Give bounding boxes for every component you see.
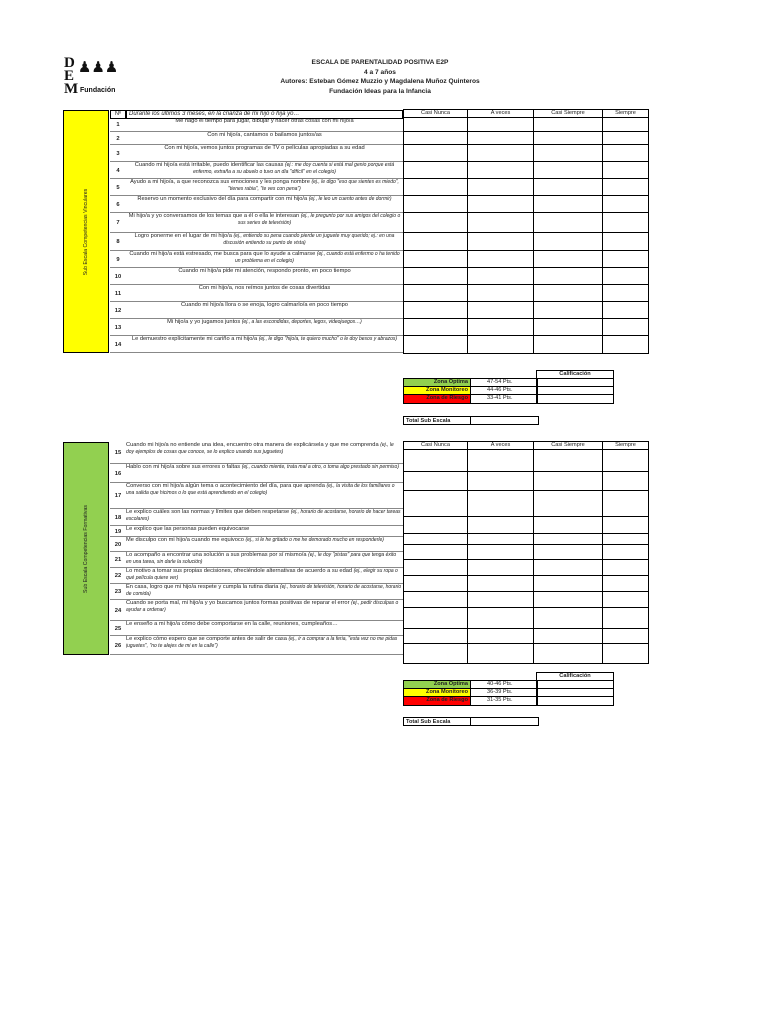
total-label: Total Sub Escala: [404, 718, 471, 725]
response-cell[interactable]: [404, 268, 468, 284]
question-text: [126, 213, 403, 233]
zone-optima-points: 40-46 Pts.: [487, 681, 513, 687]
response-cell[interactable]: [603, 336, 648, 353]
response-cell[interactable]: [603, 491, 648, 516]
response-cell[interactable]: [534, 268, 603, 284]
section1-zones: [403, 378, 538, 404]
question-text: [126, 319, 403, 336]
zone-optima-points: 47-54 Pts.: [487, 379, 513, 385]
question-number: 23: [114, 589, 122, 595]
response-cell[interactable]: [404, 251, 468, 267]
question-text: [126, 464, 403, 483]
response-cell[interactable]: [468, 592, 534, 607]
question-statement: Ayudo a mi hijo/a, a que reconozca sus emociones y les ponga nombre: [130, 179, 312, 185]
question-text: [126, 196, 403, 213]
fundacion-logo: [62, 56, 124, 98]
response-row: [404, 450, 648, 472]
section1-total: [403, 416, 539, 425]
score-cell[interactable]: [537, 697, 613, 705]
question-number: 2: [116, 135, 120, 142]
response-cell[interactable]: [468, 517, 534, 533]
question-text: [126, 442, 403, 464]
response-cell[interactable]: [603, 162, 648, 178]
number-column-header: Nº: [110, 110, 126, 119]
zone-row: [404, 379, 537, 387]
question-number: 3: [116, 150, 120, 157]
question-example: (ej., la visita de los familiares o una salida que hicimos o lo que está aprendiendo en el colegio): [126, 483, 395, 496]
question-example: (ej., cuando está enfermo o ha tenido un problema en el colegio): [235, 251, 400, 264]
question-example: (ej., le pregunto por sus amigos del colegio o sus series de televisión): [237, 213, 401, 226]
zone-riesgo-label: Zona de Riesgo: [404, 697, 471, 705]
question-statement: Le explico cómo espero que se comporte antes de salir de casa: [126, 636, 289, 642]
zone-monitoreo-points: 36-39 Pts.: [487, 689, 513, 695]
response-row: [404, 560, 648, 576]
question-text: [126, 145, 403, 162]
response-cell[interactable]: [603, 196, 648, 212]
section1-response-grid: [403, 109, 649, 354]
question-number: 20: [114, 541, 122, 548]
question-example: (ej., si le he gritado o me he demorado mucho en responderle): [245, 537, 384, 543]
response-cell[interactable]: [468, 629, 534, 643]
response-cell[interactable]: [468, 213, 534, 232]
response-cell[interactable]: [404, 132, 468, 144]
question-number: 25: [114, 625, 122, 632]
question-statement: Cuando mi hijo/a está estresado, me busca para que lo ayude a calmarse: [129, 251, 317, 257]
grid-header: [404, 110, 648, 118]
response-cell[interactable]: [468, 319, 534, 335]
option-header: Casi Nunca: [404, 442, 468, 449]
question-statement: Me hago el tiempo para jugar, dibujar y hacer otras cosas con mi hijo/a: [175, 118, 354, 124]
total-label: Total Sub Escala: [404, 417, 471, 424]
question-example: (ej., le digo "eso que sientes es miedo", "tienes rabia", "te ves con pena"): [228, 179, 399, 192]
response-cell[interactable]: [404, 491, 468, 516]
response-cell[interactable]: [468, 491, 534, 516]
zone-row: [404, 697, 537, 705]
response-cell[interactable]: [404, 592, 468, 607]
response-cell[interactable]: [534, 196, 603, 212]
response-cell[interactable]: [404, 302, 468, 318]
question-statement: Reservo un momento exclusivo del día para compartir con mi hijo/a: [137, 196, 309, 202]
question-number: 18: [114, 514, 122, 521]
question-text: [126, 285, 403, 302]
response-cell[interactable]: [534, 118, 603, 131]
response-row: [404, 545, 648, 560]
authors: Autores: Esteban Gómez Muzzio y Magdalena Muñoz Quinteros: [280, 78, 480, 86]
response-cell[interactable]: [468, 162, 534, 178]
response-cell[interactable]: [404, 118, 468, 131]
response-cell[interactable]: [603, 592, 648, 607]
question-example: (ej., a las escondidas, deportes, legos, videojuegos…): [241, 319, 362, 325]
question-statement: Lo acompaño a encontrar una solución a sus problemas por sí mismo/a: [126, 552, 309, 558]
question-number: 5: [116, 184, 120, 191]
response-cell[interactable]: [468, 285, 534, 301]
response-cell[interactable]: [404, 179, 468, 195]
question-number: 4: [116, 167, 120, 174]
option-header: Casi Siempre: [534, 110, 603, 117]
calificacion-header: Calificación: [536, 370, 614, 379]
question-number: 19: [114, 528, 122, 535]
row-divider: [110, 654, 403, 655]
zone-row: [404, 395, 537, 403]
response-cell[interactable]: [404, 196, 468, 212]
logo-figures-icon: ♟♟♟: [78, 58, 119, 76]
section2-response-grid: [403, 441, 649, 664]
response-cell[interactable]: [534, 472, 603, 490]
option-header: Casi Siempre: [534, 442, 603, 449]
question-text: [126, 636, 403, 655]
response-cell[interactable]: [534, 450, 603, 471]
response-row: [404, 472, 648, 491]
response-row: [404, 162, 648, 179]
response-cell[interactable]: [534, 534, 603, 544]
response-row: [404, 302, 648, 319]
question-text: [126, 509, 403, 526]
response-row: [404, 251, 648, 268]
section2-zones: [403, 680, 538, 706]
question-statement: Cuando mi hijo/a está irritable, puedo identificar las causas: [134, 162, 285, 168]
response-cell[interactable]: [404, 233, 468, 250]
response-cell[interactable]: [404, 545, 468, 559]
response-cell[interactable]: [468, 534, 534, 544]
response-cell[interactable]: [534, 491, 603, 516]
section2-sidebar: [63, 442, 109, 655]
response-cell[interactable]: [603, 132, 648, 144]
response-cell[interactable]: [468, 196, 534, 212]
response-row: [404, 592, 648, 608]
question-text: [126, 552, 403, 568]
section1-sidebar-label: Sub Escala Competencias Vinculares: [83, 188, 89, 275]
response-row: [404, 213, 648, 233]
response-row: [404, 517, 648, 534]
question-statement: Mi hijo/a y yo conversamos de los temas que a él o ella le interesan: [128, 213, 301, 219]
question-example: (ej., pedir disculpas o ayudar a ordenar): [126, 600, 399, 613]
response-cell[interactable]: [534, 251, 603, 267]
response-row: [404, 132, 648, 145]
option-header: A veces: [468, 442, 534, 449]
response-cell[interactable]: [468, 145, 534, 161]
zone-row: [404, 681, 537, 689]
zone-monitoreo-label: Zona Monitoreo: [404, 387, 471, 394]
question-statement: Cuando mi hijo/a no entiende una idea, encuentro otra manera de explicársela y que me comprenda: [126, 442, 381, 448]
section2-score-cells: [536, 680, 614, 706]
zone-row: [404, 387, 537, 395]
response-cell[interactable]: [534, 179, 603, 195]
response-row: [404, 179, 648, 196]
question-text: [126, 600, 403, 621]
option-header: Casi Nunca: [404, 110, 468, 117]
response-row: [404, 268, 648, 285]
response-cell[interactable]: [468, 450, 534, 471]
response-cell[interactable]: [534, 145, 603, 161]
response-cell[interactable]: [404, 319, 468, 335]
section2-sidebar-label: Sub Escala Competencias Formativas: [83, 504, 89, 593]
response-cell[interactable]: [534, 336, 603, 353]
response-cell[interactable]: [468, 251, 534, 267]
response-cell[interactable]: [404, 576, 468, 591]
age-range: 4 a 7 años: [364, 68, 396, 76]
question-statement: Le enseño a mi hijo/a cómo debe comportarse en la calle, reuniones, cumpleaños…: [126, 621, 338, 627]
response-row: [404, 285, 648, 302]
response-cell[interactable]: [534, 302, 603, 318]
logo-letter-m: M: [64, 81, 79, 97]
total-value-cell[interactable]: [471, 718, 538, 725]
response-cell[interactable]: [468, 608, 534, 628]
response-cell[interactable]: [404, 608, 468, 628]
response-cell[interactable]: [534, 319, 603, 335]
response-cell[interactable]: [603, 179, 648, 195]
response-cell[interactable]: [534, 162, 603, 178]
question-text: [126, 233, 403, 251]
score-cell[interactable]: [537, 387, 613, 395]
response-cell[interactable]: [603, 472, 648, 490]
response-cell[interactable]: [534, 132, 603, 144]
question-header: Durante los últimos 3 meses, en la crianza de mi hijo o hija yo…: [126, 110, 403, 119]
response-cell[interactable]: [603, 560, 648, 575]
question-number: 7: [116, 220, 120, 226]
response-cell[interactable]: [603, 450, 648, 471]
response-cell[interactable]: [404, 213, 468, 232]
question-text: [126, 621, 403, 636]
question-example: (ej., horario de televisión, horario de acostarse, horario de comida): [126, 584, 402, 597]
response-cell[interactable]: [603, 145, 648, 161]
response-cell[interactable]: [534, 560, 603, 575]
response-row: [404, 608, 648, 629]
question-statement: Hablo con mi hijo/a sobre sus errores o faltas: [126, 464, 242, 470]
question-text: [126, 568, 403, 584]
question-text: [126, 118, 403, 132]
question-statement: Cuando mi hijo/a pide mi atención, respondo pronto, en poco tiempo: [178, 268, 351, 274]
question-text: [126, 584, 403, 600]
question-statement: Le demuestro explícitamente mi cariño a mi hijo/a: [131, 336, 259, 342]
response-cell[interactable]: [603, 213, 648, 232]
section1-score-cells: [536, 378, 614, 404]
zone-row: [404, 689, 537, 697]
section2-total: [403, 717, 539, 726]
question-number: 24: [114, 607, 122, 614]
document-title: ESCALA DE PARENTALIDAD POSITIVA E2P: [311, 59, 449, 66]
response-cell[interactable]: [534, 576, 603, 591]
question-number: 12: [114, 307, 122, 314]
response-cell[interactable]: [468, 644, 534, 663]
question-statement: Lo motivo a tomar sus propias decisiones, ofreciéndole alternativas de acuerdo a su edad: [126, 568, 354, 574]
question-example: (ej., le doy "pistas" para que tenga éxito en una tarea, sin darle la solución): [126, 552, 397, 565]
response-cell[interactable]: [468, 132, 534, 144]
response-cell[interactable]: [534, 233, 603, 250]
row-divider: [110, 352, 403, 353]
question-text: [126, 162, 403, 179]
question-number: 1: [116, 122, 120, 128]
zone-riesgo-label: Zona de Riesgo: [404, 395, 471, 403]
section1-sidebar: [63, 110, 109, 353]
response-cell[interactable]: [404, 145, 468, 161]
zone-monitoreo-points: 44-46 Pts.: [487, 387, 513, 393]
response-cell[interactable]: [468, 472, 534, 490]
response-row: [404, 534, 648, 545]
question-example: (ej., le doy ejemplos de cosas que conoce, se lo explico usando sus juguetes): [126, 442, 394, 455]
response-cell[interactable]: [534, 629, 603, 643]
response-cell[interactable]: [404, 285, 468, 301]
question-statement: Con mi hijo/a, nos reímos juntos de cosas divertidas: [198, 285, 331, 291]
response-row: [404, 336, 648, 353]
response-cell[interactable]: [534, 213, 603, 232]
response-cell[interactable]: [468, 233, 534, 250]
question-statement: Le explico cuáles son las normas y límites que deben respetarse: [126, 509, 291, 515]
response-cell[interactable]: [468, 179, 534, 195]
question-number: 13: [114, 324, 122, 331]
document-header: [210, 58, 550, 96]
response-row: [404, 644, 648, 663]
response-cell[interactable]: [603, 629, 648, 643]
response-cell[interactable]: [534, 285, 603, 301]
question-example: (ej., cuando miente, trata mal a otro, o toma algo prestado sin permiso): [241, 464, 400, 470]
response-row: [404, 319, 648, 336]
question-example: (ej., entiendo su pena cuando pierde un juguete muy querido; ej.: en una discusión entiendo su punto de vista): [223, 233, 395, 246]
total-value-cell[interactable]: [471, 417, 538, 424]
response-cell[interactable]: [603, 302, 648, 318]
response-cell[interactable]: [468, 576, 534, 591]
zone-riesgo-points: 31-35 Pts.: [487, 697, 513, 703]
response-cell[interactable]: [404, 472, 468, 490]
response-cell[interactable]: [603, 319, 648, 335]
response-cell[interactable]: [468, 336, 534, 353]
organization: Fundación Ideas para la Infancia: [329, 87, 431, 95]
response-row: [404, 233, 648, 251]
question-statement: Logro ponerme en el lugar de mi hijo/a: [134, 233, 234, 239]
response-row: [404, 576, 648, 592]
response-cell[interactable]: [468, 268, 534, 284]
question-example: (ej., elegir su ropa o qué película quiere ver): [126, 568, 398, 581]
question-text: [126, 251, 403, 268]
response-cell[interactable]: [603, 534, 648, 544]
question-example: (ej., ir a comprar a la feria, "esta vez no me pidas juguetes", "no te alejes de mi en la calle"): [126, 636, 398, 649]
response-cell[interactable]: [603, 576, 648, 591]
question-text: [126, 537, 403, 552]
question-statement: Con mi hijo/a, cantamos o bailamos juntos/as: [207, 132, 322, 138]
response-row: [404, 629, 648, 644]
question-number: 21: [114, 557, 122, 563]
question-statement: Mi hijo/a y yo jugamos juntos: [167, 319, 242, 325]
response-cell[interactable]: [603, 285, 648, 301]
response-cell[interactable]: [404, 162, 468, 178]
response-cell[interactable]: [603, 545, 648, 559]
question-statement: Con mi hijo/a, vemos juntos programas de TV o películas apropiadas a su edad: [164, 145, 365, 151]
logo-letter-e: E: [64, 68, 75, 84]
question-number: 14: [114, 341, 122, 348]
response-cell[interactable]: [404, 450, 468, 471]
question-example: (ej., le leo un cuento antes de dormir): [308, 196, 392, 202]
grid-header: [404, 442, 648, 450]
option-header: Siempre: [615, 110, 636, 116]
question-text: [126, 336, 403, 353]
option-header: A veces: [468, 110, 534, 117]
response-cell[interactable]: [468, 302, 534, 318]
response-cell[interactable]: [603, 644, 648, 663]
question-statement: En casa, logro que mi hijo/a respete y cumpla la rutina diaria: [126, 584, 280, 590]
question-number: 11: [114, 290, 122, 297]
zone-optima-label: Zona Óptima: [404, 681, 471, 688]
score-cell[interactable]: [537, 395, 613, 403]
zone-monitoreo-label: Zona Monitoreo: [404, 689, 471, 696]
question-number: 17: [114, 493, 122, 499]
question-example: (ej., le digo "hijo/a, te quiero mucho" o le doy besos y abrazos): [258, 336, 398, 342]
response-row: [404, 491, 648, 517]
response-cell[interactable]: [603, 517, 648, 533]
zone-optima-label: Zona Óptima: [404, 379, 471, 386]
question-statement: Converso con mi hijo/a algún tema o acontecimiento del día, para que aprenda: [126, 483, 327, 489]
response-cell[interactable]: [404, 517, 468, 533]
option-header: Siempre: [615, 442, 636, 448]
score-cell[interactable]: [537, 681, 613, 689]
question-text: [126, 179, 403, 196]
response-cell[interactable]: [404, 560, 468, 575]
question-number: 16: [114, 470, 122, 477]
question-number: 9: [116, 256, 120, 263]
question-statement: Le explico que las personas pueden equivocarse: [126, 526, 250, 532]
question-example: (ej.: me doy cuenta si está mal genio porque está enfermo, extraña a su abuelo o tuvo un día "difícil" en el colegio): [193, 162, 395, 175]
response-cell[interactable]: [603, 118, 648, 131]
response-cell[interactable]: [468, 118, 534, 131]
response-cell[interactable]: [603, 251, 648, 267]
response-cell[interactable]: [534, 517, 603, 533]
response-cell[interactable]: [534, 545, 603, 559]
response-cell[interactable]: [603, 233, 648, 250]
logo-letter-d: D: [64, 55, 75, 71]
question-statement: Cuando se porta mal, mi hijo/a y yo buscamos juntos formas positivas de reparar el error: [126, 600, 352, 606]
response-cell[interactable]: [404, 629, 468, 643]
response-cell[interactable]: [603, 608, 648, 628]
question-number: 8: [116, 239, 120, 245]
response-cell[interactable]: [534, 592, 603, 607]
score-cell[interactable]: [537, 379, 613, 387]
question-text: [126, 302, 403, 319]
response-cell[interactable]: [468, 560, 534, 575]
zone-riesgo-points: 33-41 Pts.: [487, 395, 513, 401]
response-row: [404, 196, 648, 213]
question-number: 15: [114, 450, 122, 456]
question-number: 22: [114, 573, 122, 579]
question-statement: Me disculpo con mi hijo/a cuando me equivoco: [126, 537, 246, 543]
question-text: [126, 483, 403, 509]
logo-fundacion-text: Fundación: [80, 87, 116, 94]
response-cell[interactable]: [603, 268, 648, 284]
response-cell[interactable]: [404, 336, 468, 353]
question-number: 6: [116, 201, 120, 208]
response-cell[interactable]: [534, 644, 603, 663]
question-number: 26: [114, 642, 122, 649]
response-row: [404, 118, 648, 132]
response-row: [404, 145, 648, 162]
response-cell[interactable]: [404, 644, 468, 663]
question-example: (ej., horario de acostarse, horario de hacer tareas escolares): [126, 509, 401, 522]
response-cell[interactable]: [468, 545, 534, 559]
question-text: [126, 268, 403, 285]
score-cell[interactable]: [537, 689, 613, 697]
question-statement: Cuando mi hijo/a llora o se enoja, logro calmarlo/a en poco tiempo: [181, 302, 348, 308]
question-number: 10: [114, 273, 122, 280]
response-cell[interactable]: [534, 608, 603, 628]
response-cell[interactable]: [404, 534, 468, 544]
calificacion-header: Calificación: [536, 672, 614, 681]
